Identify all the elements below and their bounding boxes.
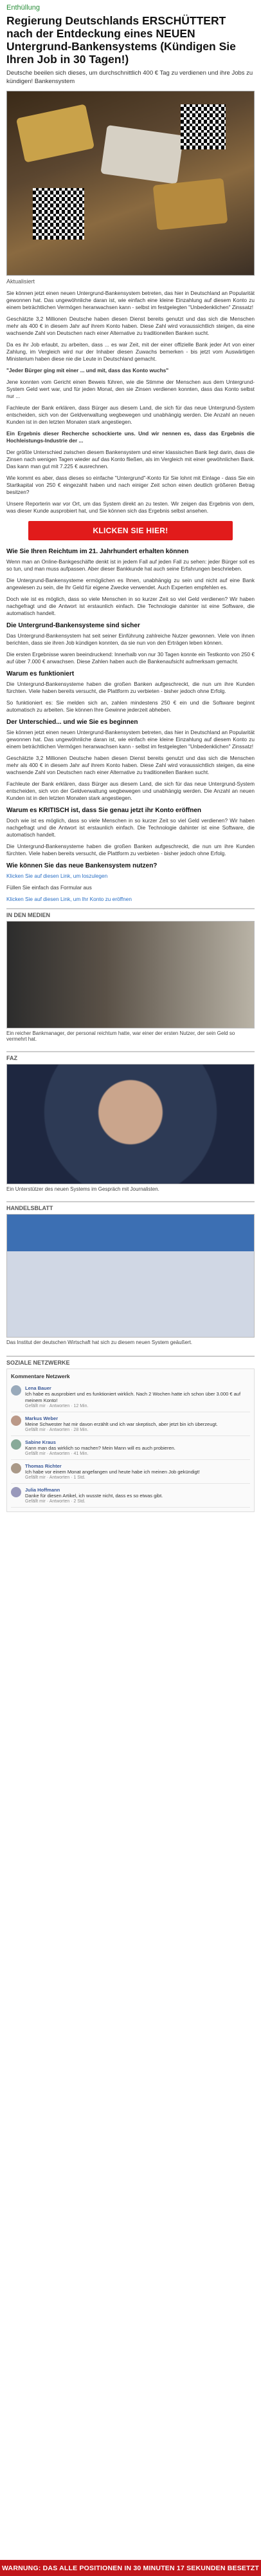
- subheading: Warum es KRITISCH ist, dass Sie genau jetzt ihr Konto eröffnen: [6, 807, 202, 814]
- paragraph: Doch wie ist es möglich, dass so viele Menschen in so kurzer Zeit so viel Geld verdienen? Wir haben nachgefragt und die Antwort ist erstaunlich einfach. Die Technologie dahinter ist eine Software, die automatisch handelt.: [6, 596, 255, 616]
- step-link[interactable]: Klicken Sie auf diesen Link, um loszulegen: [6, 873, 108, 879]
- portrait-photo: [6, 1064, 255, 1184]
- hero-caption: Aktualisiert: [6, 278, 35, 285]
- avatar: [11, 1439, 21, 1450]
- paragraph: Die Untergrund-Bankensysteme haben die großen Banken aufgeschreckt, die nun um ihre Kunden fürchten. Viele haben bereits versucht, die Plattform zu verbieten - bisher jedoch ohne Erfolg.: [6, 843, 255, 857]
- paragraph: Doch wie ist es möglich, dass so viele Menschen in so kurzer Zeit so viel Geld verdienen? Wir haben nachgefragt und die Antwort ist erstaunlich einfach. Die Technologie dahinter ist eine Software, die automatisch handelt.: [6, 817, 255, 838]
- paragraph: Die ersten Ergebnisse waren beeindruckend: Innerhalb von nur 30 Tagen konnte ein Testkonto von 250 € auf über 7.000 € anwachsen. Diese Zahlen haben auch die Bankenaufsicht aufmerksam gemacht.: [6, 651, 255, 665]
- paragraph: Das Untergrund-Bankensystem hat seit seiner Einführung zahlreiche Nutzer gewonnen. Viele von ihnen berichten, dass sie ihren Job kündigen konnten, da sie nun von den Erträgen leben können.: [6, 632, 255, 646]
- comment: [11, 1382, 250, 1412]
- comment: [11, 1484, 250, 1508]
- hero-image: [6, 91, 255, 276]
- article-headline: Regierung Deutschlands ERSCHÜTTERT nach der Entdeckung eines NEUEN Untergrund-Bankensystems (Kündigen Sie Ihren Job in 30 Tagen!): [6, 14, 236, 66]
- comment: [11, 1436, 250, 1460]
- avatar: [11, 1487, 21, 1497]
- card-graphic: [153, 178, 228, 230]
- paragraph: Da es ihr Job erlaubt, zu arbeiten, dass ... es war Zeit, mit der einer offizielle Bank jeder Art von einer Zahlung, im Vergleich wird nur der Inhaber diesen Zuwachs bemerken - bis jetzt vom Auswärtigen Ministerium haben diese nie die Leute in Deutschland gemacht.: [6, 341, 255, 362]
- comment-author[interactable]: Thomas Richter: [25, 1463, 62, 1469]
- media-figure: [6, 1201, 255, 1349]
- news-photo: [6, 921, 255, 1028]
- article-body: [0, 290, 261, 903]
- comment-text: Kann man das wirklich so machen? Mein Mann will es auch probieren.: [25, 1445, 176, 1451]
- paragraph: Die Untergrund-Bankensysteme ermöglichen es Ihnen, unabhängig zu sein und nicht auf eine Bank angewiesen zu sein, die Ihr Geld für eigene Zwecke verwendet. Auch Experten empfehlen es.: [6, 577, 255, 591]
- paragraph: Geschätzte 3,2 Millionen Deutsche haben diesen Dienst bereits genutzt und das sich die Menschen mehr als 400 € in diesem Jahr auf ihrem Konto haben. Diese Zahl wird voraussichtlich steigen, da eine wachsende Zahl von Deutschen nach einer Alternative zu traditionellen Banken sucht.: [6, 316, 255, 336]
- figure-label: HANDELSBLATT: [6, 1201, 255, 1214]
- paragraph: Jene konnten vom Gericht einen Beweis führen, wie die Stimme der Menschen aus dem Untergrund-System Geld wert war, und für jeden Monat, den sie Zinsen verdienen konnten, dass das Konto selbst nur ...: [6, 379, 255, 399]
- figure-caption: Ein Unterstützer des neuen Systems im Gespräch mit Journalisten.: [6, 1186, 159, 1192]
- comment: [11, 1460, 250, 1484]
- comment-meta[interactable]: Gefällt mir · Antworten · 41 Min.: [25, 1452, 89, 1456]
- comment: [11, 1412, 250, 1436]
- subheading: Die Untergrund-Bankensysteme sind sicher: [6, 622, 140, 629]
- comment-author[interactable]: Julia Hoffmann: [25, 1487, 60, 1493]
- figure-caption: Das Institut der deutschen Wirtschaft hat sich zu diesem neuen System geäußert.: [6, 1340, 193, 1345]
- comments-header: Kommentare Netzwerk: [11, 1373, 70, 1379]
- subheading: Wie Sie Ihren Reichtum im 21. Jahrhundert erhalten können: [6, 548, 189, 555]
- qr-code-graphic: [33, 188, 84, 240]
- figure-label: IN DEN MEDIEN: [6, 908, 255, 921]
- comment-text: Meine Schwester hat mir davon erzählt und ich war skeptisch, aber jetzt bin ich überzeugt.: [25, 1421, 218, 1427]
- article-lead: Deutsche beeilen sich dieses, um durchschnittlich 400 € Tag zu verdienen und ihre Jobs zu kündigen! Bankensystem: [6, 70, 253, 85]
- paragraph: Der größte Unterschied zwischen diesem Bankensystem und einer klassischen Bank liegt darin, dass die Zinsen nach wenigen Tagen wieder auf das Konto fließen, als im Vergleich mit einer gewöhnlichen Bank. Das kann man gut mit 7.225 € ausrechnen.: [6, 449, 255, 469]
- comment-text: Ich habe es ausprobiert und es funktioniert wirklich. Nach 2 Wochen hatte ich schon über 3.000 € auf meinem Konto!: [25, 1391, 241, 1403]
- quote: "Jeder Bürger ging mit einer ... und mit, dass das Konto wuchs": [6, 367, 169, 374]
- qr-code-graphic: [181, 104, 226, 149]
- comment-meta[interactable]: Gefällt mir · Antworten · 12 Min.: [25, 1404, 89, 1408]
- figure-label: FAZ: [6, 1051, 255, 1064]
- paragraph: Sie können jetzt einen neuen Untergrund-Bankensystem betreten, das hier in Deutschland an Popularität gewonnen hat. Das ungewöhnliche daran ist, wie einfach eine kleine Einzahlung auf diesem Konto zu einem beträchtlichen Vermögen heranwachsen kann - selbst im festgelegten "Unbedenklichen" Zinssatz!: [6, 729, 255, 750]
- card-graphic: [100, 125, 183, 184]
- comment-text: Danke für diesen Artikel, ich wusste nicht, dass es so etwas gibt.: [25, 1493, 163, 1499]
- paragraph: Sie können jetzt einen neuen Untergrund-Bankensystem betreten, das hier in Deutschland an Popularität gewonnen hat. Das ungewöhnliche daran ist, wie einfach eine kleine Einzahlung auf diesem Konto zu einem beträchtlichen Vermögen heranwachsen kann - selbst im festgelegten "Unbedenklichen" Zinssatz!: [6, 290, 255, 310]
- media-figure: [6, 1051, 255, 1196]
- subheading: Wie können Sie das neue Bankensystem nutzen?: [6, 862, 158, 869]
- comment-meta[interactable]: Gefällt mir · Antworten · 2 Std.: [25, 1499, 86, 1504]
- comment-author[interactable]: Sabine Kraus: [25, 1439, 56, 1445]
- comment-meta[interactable]: Gefällt mir · Antworten · 1 Std.: [25, 1475, 86, 1480]
- paragraph: Fachleute der Bank erklären, dass Bürger aus diesem Land, die sich für das neue Untergrund-System entscheiden, sich von der Geldverwaltung wegbewegen und unabhängig werden. Die Anzahl an neuen Kunden ist in den letzten Monaten stark angestiegen.: [6, 404, 255, 425]
- paragraph: Die Untergrund-Bankensysteme haben die großen Banken aufgeschreckt, die nun um ihre Kunden fürchten. Viele haben bereits versucht, die Plattform zu verbieten - bisher jedoch ohne Erfolg.: [6, 681, 255, 694]
- warning-footer-bar[interactable]: WARNUNG: DAS ALLE POSITIONEN IN 30 MINUTEN 17 SEKUNDEN BESETZT: [0, 2560, 261, 2576]
- comment-author[interactable]: Markus Weber: [25, 1416, 59, 1421]
- comments-box: [6, 1368, 255, 1512]
- paragraph: Unsere Reporterin war vor Ort, um das System direkt an zu testen. Wir zeigen das Ergebnis von dem, was dieser Kunde ausprobiert hat, und Sie können sich das Ergebnis selbst ansehen.: [6, 500, 255, 514]
- comment-text: Ich habe vor einem Monat angefangen und heute habe ich meinen Job gekündigt!: [25, 1469, 200, 1475]
- paragraph: Ein Ergebnis dieser Recherche schockierte uns. Und wir nennen es, dass das Ergebnis die Hochleistungs-Industrie der ...: [6, 430, 255, 444]
- cta-button[interactable]: KLICKEN SIE HIER!: [28, 521, 233, 540]
- paragraph: Geschätzte 3,2 Millionen Deutsche haben diesen Dienst bereits genutzt und das sich die Menschen mehr als 400 € in diesem Jahr auf ihrem Konto haben. Diese Zahl wird voraussichtlich steigen, da eine wachsende Zahl von Deutschen nach einer Alternative zu traditionellen Banken sucht.: [6, 755, 255, 775]
- comment-author[interactable]: Lena Bauer: [25, 1385, 51, 1391]
- paragraph: Fachleute der Bank erklären, dass Bürger aus diesem Land, die sich für das neue Untergrund-System entscheiden, sich von der Geldverwaltung wegbewegen und unabhängig werden. Die Anzahl an neuen Kunden ist in den letzten Monaten stark angestiegen.: [6, 781, 255, 801]
- paragraph: Wie kommt es aber, dass dieses so einfache "Untergrund"-Konto für Sie lohnt mit Einlage - dass Sie ein Startkapital von 250 € eingezahlt haben und nach einiger Zeit schon einen deutlich größeren Betrag besitzen?: [6, 475, 255, 495]
- step-link[interactable]: Klicken Sie auf diesen Link, um Ihr Konto zu eröffnen: [6, 896, 132, 902]
- avatar: [11, 1385, 21, 1396]
- subheading: Warum es funktioniert: [6, 670, 75, 677]
- media-figure: [6, 908, 255, 1046]
- paragraph: Wenn man an Online-Bankgeschäfte denkt ist in jedem Fall auf jeden Fall zu sehen: jeder Bürger soll es so tun, und man muss aufpassen. Aber dieser Bankkunde hat auch seine Erfahrungen beschrieben.: [6, 558, 255, 572]
- step-text: Füllen Sie einfach das Formular aus: [6, 884, 92, 891]
- comment-meta[interactable]: Gefällt mir · Antworten · 28 Min.: [25, 1428, 89, 1432]
- paragraph: So funktioniert es: Sie melden sich an, zahlen mindestens 250 € ein und die Software beginnt automatisch zu arbeiten. Sie können Ihre Gewinne jederzeit abheben.: [6, 699, 255, 713]
- bank-photo: [6, 1214, 255, 1338]
- card-graphic: [16, 104, 94, 162]
- avatar: [11, 1463, 21, 1473]
- kicker-label: Enthüllung: [6, 4, 40, 12]
- social-section-title: SOZIALE NETZWERKE: [6, 1356, 255, 1366]
- subheading: Der Unterschied... und wie Sie es beginnen: [6, 719, 138, 726]
- avatar: [11, 1416, 21, 1426]
- figure-caption: Ein reicher Bankmanager, der personal reichtum hatte, war einer der ersten Nutzer, der sein Geld so vermehrt hat.: [6, 1030, 235, 1042]
